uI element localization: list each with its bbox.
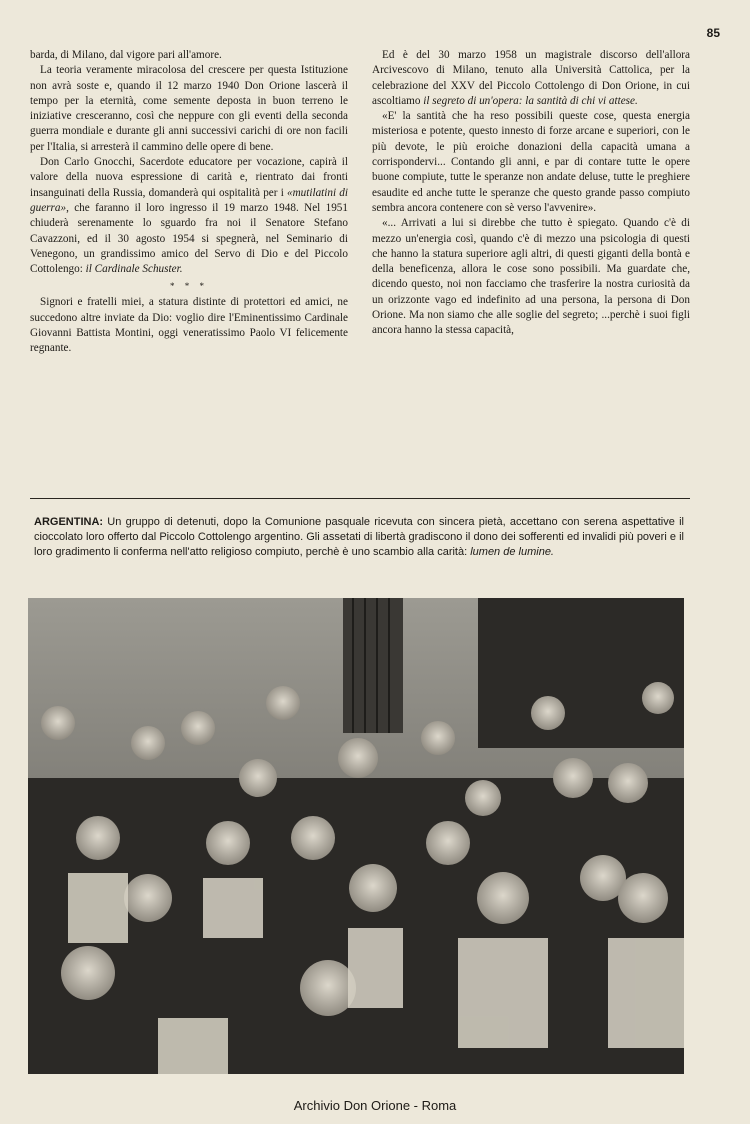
right-text-column <box>372 48 690 339</box>
left-paragraph-2: La teoria veramente miracolosa del crescere per questa Istituzione non avrà soste e, quando il 12 marzo 1940 Don Orione lascerà il tempo per la eternità, come semente deposta in buon terreno le iniziative cresceranno, così che neppure con gli eventi della seconda guerra mondiale e durante gli anni successivi carichi di ore non facili per l'Italia, si arresterà il cammino delle opere di bene. <box>30 64 348 153</box>
group-photograph <box>28 598 684 1074</box>
section-separator: * * * <box>170 281 208 292</box>
right-paragraph-3: «... Arrivati a lui si direbbe che tutto è spiegato. Quando c'è di mezzo un'energia così, quando c'è di mezzo una psicologia di questi che hanno la statura superiore agli altri, di questi giganti della bontà e della beneficenza, allora le cose sono possibili. Ma guardate che, dicendo questo, noi non facciamo che trasferire la nostra curiosità da un orizzonte vago ed indefinito ad una persona, la persona di Don Orione. Ma non siamo che alle soglie del segreto; ...perchè i suoi figli ancora hanno la stessa capacità, <box>372 217 690 337</box>
left-paragraph-3-text: Don Carlo Gnocchi, Sacerdote educatore per vocazione, capirà il valore della nuova espressione di carità e, rientrato dai fronti insanguinati della Russia, domanderà qui ospitalità per i <box>30 156 348 199</box>
left-paragraph-4: Signori e fratelli miei, a statura distinte di protettori ed amici, ne succedono altre inviate da Dio: voglio dire l'Eminentissimo Cardinale Giovanni Battista Montini, oggi veneratissimo Paolo VI felicemente regnante. <box>30 296 348 355</box>
left-paragraph-3-quote: «mutilatini di guerra» <box>30 186 348 214</box>
left-paragraph-1: barda, di Milano, dal vigore pari all'amore. <box>30 49 222 61</box>
right-paragraph-1-text: Ed è del 30 marzo 1958 un magistrale discorso dell'allora Arcivescovo di Milano, tenuto alla Università Cattolica, per la celebrazione del XXV del Piccolo Cottolengo di Don Orione, in cui ascoltiamo <box>372 49 690 107</box>
left-text-column <box>30 48 348 357</box>
page-number: 85 <box>706 26 720 40</box>
caption-label: ARGENTINA: <box>34 516 104 528</box>
photo-illustration <box>28 598 684 1074</box>
left-paragraph-3-text2: , che faranno il loro ingresso il 19 marzo 1948. Nel 1951 chiuderà serenamente lo sguardo fra noi il Senatore Stefano Cavazzoni, ed il 30 agosto 1954 si spegnerà, nel Seminario di Venegono, un grandissimo amico del Servo di Dio e del Piccolo Cottolengo: <box>30 201 348 276</box>
right-paragraph-1 <box>372 48 690 109</box>
left-paragraph-3-name: il Cardinale Schuster. <box>85 263 183 276</box>
caption-divider <box>30 498 690 499</box>
left-paragraph-3 <box>30 155 348 277</box>
caption-tail: lumen de lumine. <box>470 546 554 558</box>
right-paragraph-1-italic: il segreto di un'opera: la santità di chi vi attese. <box>423 94 638 107</box>
right-paragraph-2: «E' la santità che ha reso possibili queste cose, questa energia misteriosa e potente, questo innesto di forze arcane e superiori, con le più devote, le più eroiche donazioni della capacità umana a corrispondervi... Contando gli anni, e par di contare tutte le opere buone compiute, tutte le speranze non andate deluse, tutte le preghiere esaudite ed anche tutte le speranze che questo grande passo compiuto sembra ancora contenere con sè verso l'avvenire». <box>372 110 690 214</box>
photo-caption <box>34 515 684 560</box>
caption-text: Un gruppo di detenuti, dopo la Comunione pasquale ricevuta con sincera pietà, accettano con serena aspettative il cioccolato loro offerto dal Piccolo Cottolengo argentino. Gli assetati di libertà gradiscono il dono dei sofferenti ed invalidi più poveri e il loro gradimento li conferma nell'atto religioso compiuto, perchè è uno scambio alla carità: <box>34 516 684 558</box>
archive-footer: Archivio Don Orione - Roma <box>293 1098 457 1113</box>
dark-doorway <box>478 598 684 748</box>
